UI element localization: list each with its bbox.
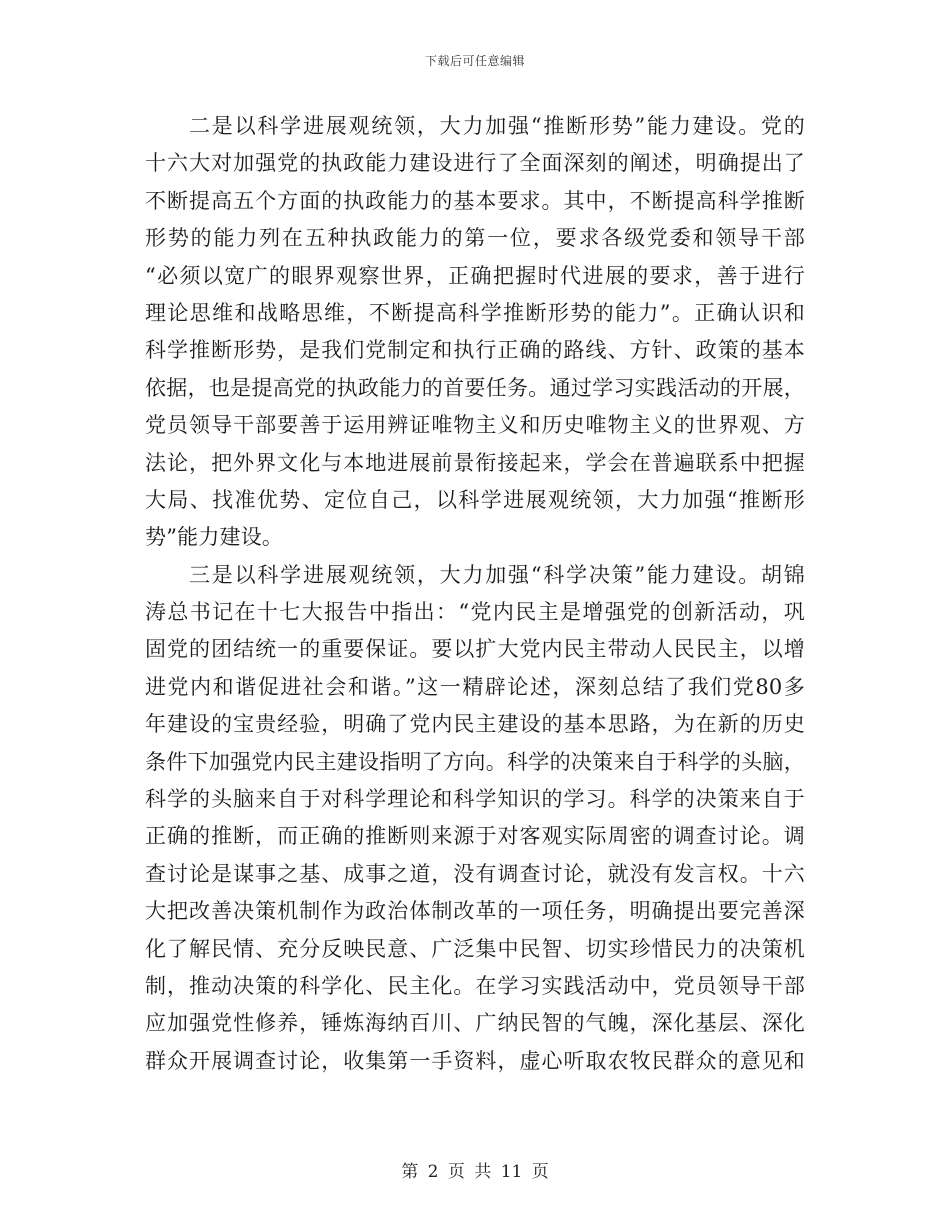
paragraph-1-line: 依据，也是提高党的执政能力的首要任务。通过学习实践活动的开展，	[145, 375, 805, 400]
paragraph-1-line: “必须以宽广的眼界观察世界，正确把握时代进展的要求，善于进行	[145, 263, 805, 288]
paragraph-2-line: 科学的头脑来自于对科学理论和科学知识的学习。科学的决策来自于	[145, 787, 805, 812]
paragraph-1-line: 不断提高五个方面的执政能力的基本要求。其中，不断提高科学推断	[145, 188, 805, 213]
paragraph-1-line: 势”能力建设。	[145, 525, 284, 550]
paragraph-1-line: 大局、找准优势、定位自己，以科学进展观统领，大力加强“推断形	[145, 487, 805, 512]
paragraph-1-line: 十六大对加强党的执政能力建设进行了全面深刻的阐述，明确提出了	[145, 151, 805, 176]
page-number-footer: 第 2 页 共 11 页	[401, 1162, 549, 1182]
body-text	[145, 108, 805, 1080]
paragraph-2-line: 群众开展调查讨论，收集第一手资料，虚心听取农牧民群众的意见和	[145, 1048, 805, 1073]
paragraph-2-line: 进党内和谐促进社会和谐。”这一精辟论述，深刻总结了我们党80多	[145, 674, 805, 699]
paragraph-1-line: 形势的能力列在五种执政能力的第一位，要求各级党委和领导干部	[145, 226, 805, 251]
paragraph-2-line: 大把改善决策机制作为政治体制改革的一项任务，明确提出要完善深	[145, 899, 805, 924]
paragraph-2-line: 查讨论是谋事之基、成事之道，没有调查讨论，就没有发言权。十六	[145, 861, 805, 886]
paragraph-2-line: 涛总书记在十七大报告中指出：“党内民主是增强党的创新活动，巩	[145, 600, 805, 625]
paragraph-2-line: 正确的推断，而正确的推断则来源于对客观实际周密的调查讨论。调	[145, 824, 805, 849]
paragraph-1-line: 党员领导干部要善于运用辨证唯物主义和历史唯物主义的世界观、方	[145, 413, 805, 438]
paragraph-2-line: 固党的团结统一的重要保证。要以扩大党内民主带动人民民主，以增	[145, 637, 805, 662]
page-header: 下载后可任意编辑	[424, 54, 525, 68]
paragraph-2-line: 化了解民情、充分反映民意、广泛集中民智、切实珍惜民力的决策机	[145, 936, 805, 961]
paragraph-2-line: 应加强党性修养，锤炼海纳百川、广纳民智的气魄，深化基层、深化	[145, 1011, 805, 1036]
paragraph-1-line: 科学推断形势，是我们党制定和执行正确的路线、方针、政策的基本	[145, 338, 805, 363]
paragraph-2-line: 制，推动决策的科学化、民主化。在学习实践活动中，党员领导干部	[145, 973, 805, 998]
paragraph-1-line: 二是以科学进展观统领，大力加强“推断形势”能力建设。党的	[189, 114, 805, 138]
paragraph-2-line: 条件下加强党内民主建设指明了方向。科学的决策来自于科学的头脑，	[145, 749, 805, 774]
paragraph-2-line: 三是以科学进展观统领，大力加强“科学决策”能力建设。胡锦	[189, 562, 805, 587]
paragraph-1-line: 理论思维和战略思维，不断提高科学推断形势的能力”。正确认识和	[145, 300, 805, 325]
paragraph-2-line: 年建设的宝贵经验，明确了党内民主建设的基本思路，为在新的历史	[145, 712, 805, 737]
paragraph-1-line: 法论，把外界文化与本地进展前景衔接起来，学会在普遍联系中把握	[145, 450, 805, 475]
